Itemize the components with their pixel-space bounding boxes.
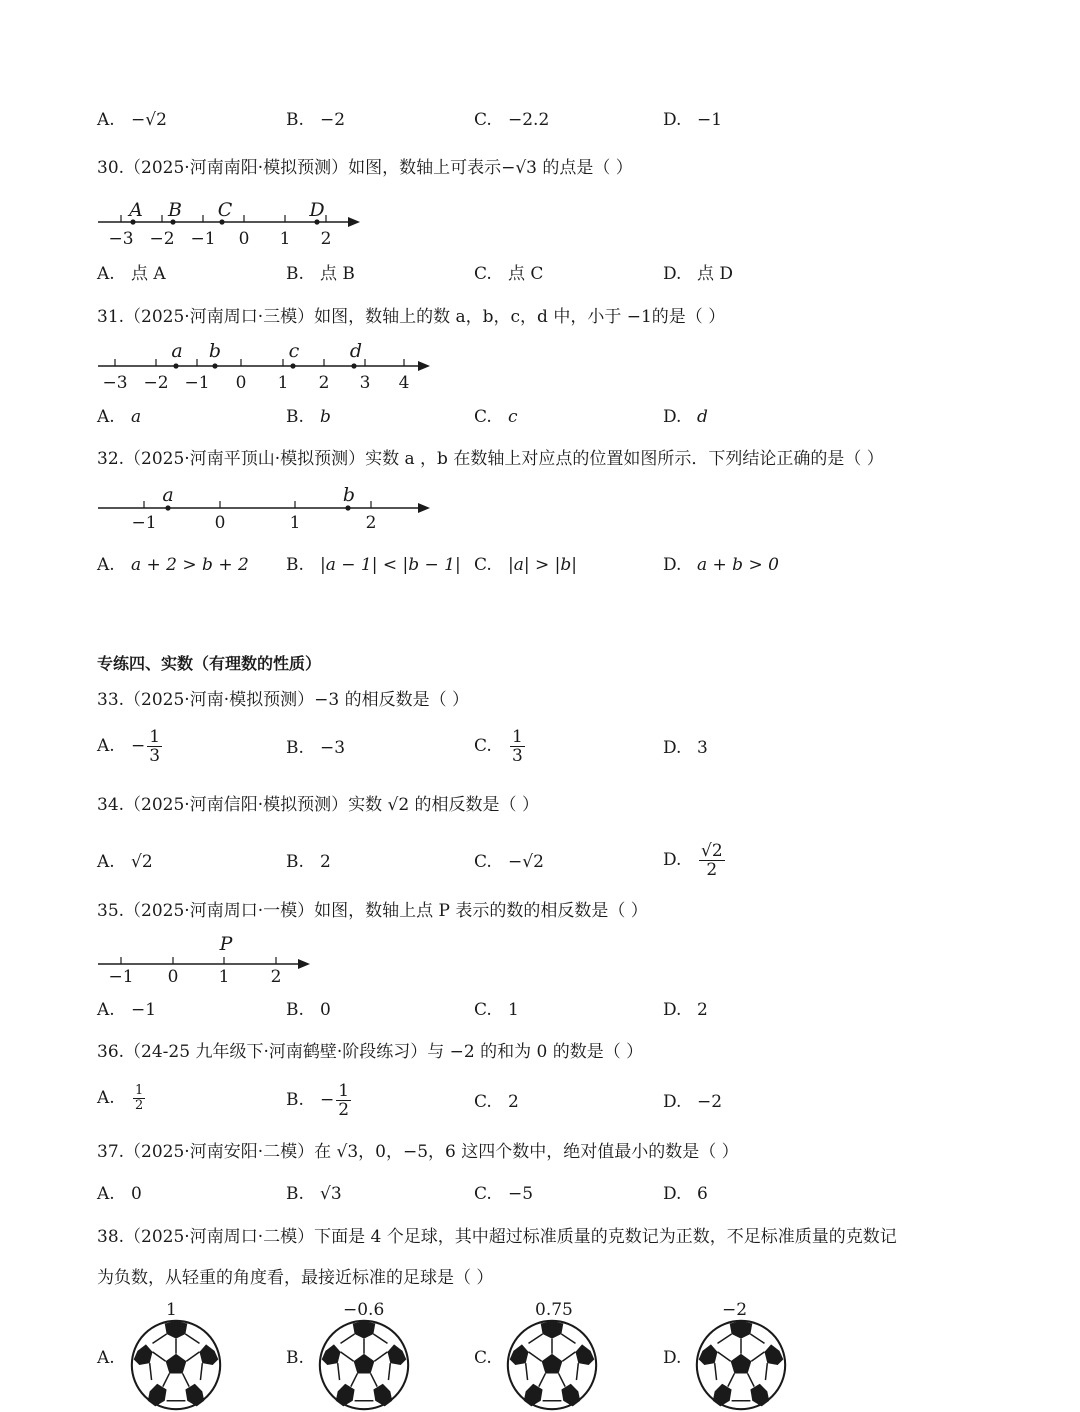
q33-option-b: B. −3 [286, 738, 346, 758]
soccer-ball-icon [129, 1318, 223, 1412]
q34-option-d: D. $\frac{√2}{2}$ [663, 841, 723, 880]
q32-option-a: A. a + 2 > b + 2 [97, 555, 249, 575]
tick-label: −3 [108, 229, 134, 249]
q33-stem: 33.（2025·河南·模拟预测）−3 的相反数是（ ） [97, 690, 469, 710]
q37-option-d: D. 6 [663, 1184, 708, 1204]
q32-option-d: D. a + b > 0 [663, 555, 779, 575]
q30-option-b: B. 点 B [286, 264, 355, 284]
q36-option-c: C. 2 [474, 1092, 519, 1112]
tick-label: 1 [289, 513, 301, 533]
tick-label: 4 [398, 373, 410, 393]
q38-stem-line-2: 为负数，从轻重的角度看，最接近标准的足球是（ ） [97, 1268, 494, 1288]
q34-option-a: A. √2 [97, 852, 153, 872]
q29-option-c: C. −2.2 [474, 110, 550, 130]
q29-option-a: A. −√2 [97, 110, 167, 130]
soccer-ball-icon [317, 1318, 411, 1412]
q38-option-b-letter: B. [286, 1348, 304, 1368]
q34-option-b: B. 2 [286, 852, 331, 872]
tick-label: −1 [108, 967, 134, 986]
q35-stem: 35.（2025·河南周口·一模）如图，数轴上点 P 表示的数的相反数是（ ） [97, 901, 648, 921]
q34-option-c: C. −√2 [474, 852, 544, 872]
q30-option-c: C. 点 C [474, 264, 544, 284]
q35-option-a: A. −1 [97, 1000, 157, 1020]
point-label-c: C [217, 199, 233, 221]
point-label-a: a [162, 484, 174, 506]
point-label-d: D [309, 199, 325, 221]
point-label-b: b [342, 484, 356, 506]
tick-label: 1 [218, 967, 230, 986]
tick-label: 2 [318, 373, 330, 393]
q30-stem: 30.（2025·河南南阳·模拟预测）如图，数轴上可表示−√3 的点是（ ） [97, 158, 633, 178]
q32-option-c: C. |a| > |b| [474, 555, 577, 575]
tick-label: −1 [184, 373, 210, 393]
point-label-a: A [129, 199, 143, 221]
q32-option-b: B. |a − 1| < |b − 1| [286, 555, 461, 575]
q31-option-d: D. d [663, 407, 708, 427]
q38-option-c-letter: C. [474, 1348, 492, 1368]
q35-option-b: B. 0 [286, 1000, 331, 1020]
q38-option-a-value: 1 [166, 1300, 177, 1320]
q34-stem: 34.（2025·河南信阳·模拟预测）实数 √2 的相反数是（ ） [97, 795, 539, 815]
q38-option-d-value: −2 [722, 1300, 748, 1320]
q36-option-b: B. − $\frac{1}{2}$ [286, 1081, 350, 1120]
q36-option-d: D. −2 [663, 1092, 723, 1112]
q31-option-b: B. b [286, 407, 331, 427]
q30-option-a: A. 点 A [97, 264, 166, 284]
q31-option-c: C. c [474, 407, 518, 427]
q29-option-b: B. −2 [286, 110, 346, 130]
q35-number-line [90, 930, 320, 986]
tick-label: 1 [277, 373, 289, 393]
tick-label: 0 [238, 229, 250, 249]
q38-option-d-letter: D. [663, 1348, 682, 1368]
q38-stem-line-1: 38.（2025·河南周口·二模）下面是 4 个足球，其中超过标准质量的克数记为正数，不足标准质量的克数记 [97, 1227, 897, 1247]
tick-label: 0 [167, 967, 179, 986]
tick-label: −3 [102, 373, 128, 393]
tick-label: −2 [149, 229, 175, 249]
tick-label: 0 [235, 373, 247, 393]
q35-option-c: C. 1 [474, 1000, 519, 1020]
q37-stem: 37.（2025·河南安阳·二模）在 √3，0，−5，6 这四个数中，绝对值最小的数是（ ） [97, 1142, 739, 1162]
q37-option-c: C. −5 [474, 1184, 534, 1204]
q38-option-b-value: −0.6 [343, 1300, 385, 1320]
soccer-ball-icon [505, 1318, 599, 1412]
point-label-d: d [349, 340, 363, 362]
tick-label: −2 [143, 373, 169, 393]
point-label-b: B [168, 199, 182, 221]
q38-option-c-value: 0.75 [535, 1300, 573, 1320]
q33-option-d: D. 3 [663, 738, 708, 758]
point-label-a: a [171, 340, 183, 362]
q33-option-c: C. $\frac{1}{3}$ [474, 727, 523, 766]
q30-option-d: D. 点 D [663, 264, 734, 284]
tick-label: 0 [214, 513, 226, 533]
q31-stem: 31.（2025·河南周口·三模）如图，数轴上的数 a，b，c，d 中，小于 −1的是（ ） [97, 307, 726, 327]
q36-stem: 36.（24-25 九年级下·河南鹤壁·阶段练习）与 −2 的和为 0 的数是（ ） [97, 1042, 644, 1062]
soccer-ball-icon [694, 1318, 788, 1412]
q33-option-a: A. − $\frac{1}{3}$ [97, 727, 161, 766]
q30-number-line [90, 196, 380, 252]
tick-label: 2 [270, 967, 282, 986]
tick-label: −1 [190, 229, 216, 249]
point-label-b: b [208, 340, 222, 362]
q32-number-line [90, 484, 440, 534]
point-label-c: c [288, 340, 300, 362]
q36-option-a: A. $\frac{1}{2}$ [97, 1083, 144, 1113]
q35-option-d: D. 2 [663, 1000, 708, 1020]
tick-label: 2 [320, 229, 332, 249]
q37-option-b: B. √3 [286, 1184, 342, 1204]
q31-number-line [90, 338, 440, 394]
point-label-p: P [219, 933, 233, 955]
tick-label: 3 [359, 373, 371, 393]
q37-option-a: A. 0 [97, 1184, 142, 1204]
q31-option-a: A. a [97, 407, 142, 427]
section-title: 专练四、实数（有理数的性质） [97, 654, 322, 673]
q32-stem: 32.（2025·河南平顶山·模拟预测）实数 a ，b 在数轴上对应点的位置如图所示．下列结论正确的是（ ） [97, 449, 884, 469]
q29-option-d: D. −1 [663, 110, 723, 130]
tick-label: −1 [131, 513, 157, 533]
tick-label: 2 [365, 513, 377, 533]
q38-option-a-letter: A. [97, 1348, 115, 1368]
tick-label: 1 [279, 229, 291, 249]
